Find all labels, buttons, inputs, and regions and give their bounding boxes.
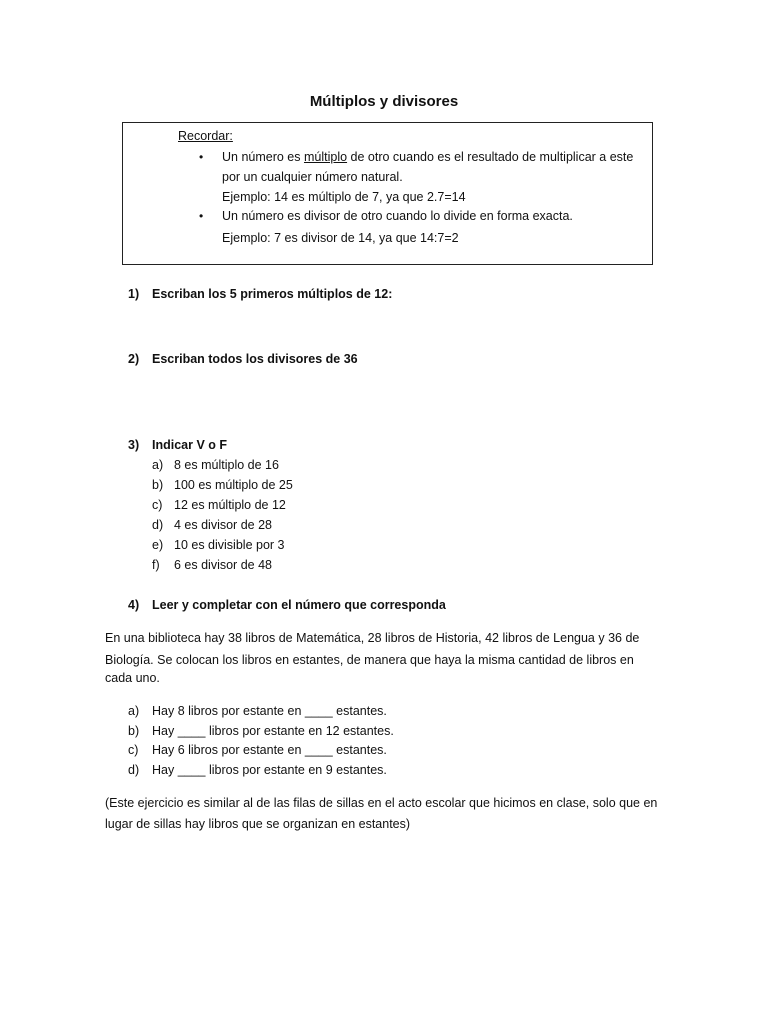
fill-item-text: Hay 8 libros por estante en ____ estantes. <box>152 704 387 718</box>
bullet-dot: • <box>199 209 204 223</box>
note-line-1: (Este ejercicio es similar al de las filas de sillas en el acto escolar que hicimos en clase, solo que en <box>105 796 658 810</box>
page-title: Múltiplos y divisores <box>309 93 459 110</box>
option-text: 4 es divisor de 28 <box>174 518 272 532</box>
option-letter: d) <box>152 518 164 532</box>
question-2-number: 2) <box>128 352 140 366</box>
fill-item-letter: b) <box>128 724 140 738</box>
problem-paragraph-line-3: cada uno. <box>105 671 160 685</box>
option-letter: b) <box>152 478 164 492</box>
option-letter: c) <box>152 498 163 512</box>
note-line-2: lugar de sillas hay libros que se organizan en estantes) <box>105 817 411 831</box>
option-letter: a) <box>152 458 164 472</box>
fill-item-text: Hay 6 libros por estante en ____ estantes. <box>152 743 387 757</box>
multiplo-underlined-term: múltiplo <box>303 150 348 164</box>
problem-paragraph-line-2: Biología. Se colocan los libros en estantes, de manera que haya la misma cantidad de libros en <box>105 653 634 667</box>
fill-item-letter: a) <box>128 704 140 718</box>
option-text: 8 es múltiplo de 16 <box>174 458 279 472</box>
bullet-dot: • <box>199 150 204 164</box>
question-1-number: 1) <box>128 287 140 301</box>
fill-item-letter: d) <box>128 763 140 777</box>
reminder-bullet-1-example: Ejemplo: 14 es múltiplo de 7, ya que 2.7=14 <box>222 190 466 204</box>
reminder-bullet-1-line-1 <box>222 147 633 167</box>
option-text: 6 es divisor de 48 <box>174 558 272 572</box>
question-4-text: Leer y completar con el número que corresponda <box>152 598 446 612</box>
question-2-text: Escriban todos los divisores de 36 <box>152 352 358 366</box>
bullet-1-text-before: Un número es <box>222 150 304 164</box>
fill-item-letter: c) <box>128 743 139 757</box>
bullet-1-text-after: de otro cuando es el resultado de multiplicar a este <box>347 150 634 164</box>
option-text: 10 es divisible por 3 <box>174 538 285 552</box>
option-text: 12 es múltiplo de 12 <box>174 498 286 512</box>
question-4-number: 4) <box>128 598 140 612</box>
problem-paragraph-line-1: En una biblioteca hay 38 libros de Matemática, 28 libros de Historia, 42 libros de Lengua y 36 de <box>105 631 640 645</box>
option-letter: f) <box>152 558 160 572</box>
reminder-heading: Recordar: <box>178 129 233 143</box>
question-3-text: Indicar V o F <box>152 438 228 452</box>
reminder-bullet-2-example: Ejemplo: 7 es divisor de 14, ya que 14:7=2 <box>222 231 459 245</box>
fill-item-text: Hay ____ libros por estante en 12 estantes. <box>152 724 394 738</box>
option-letter: e) <box>152 538 164 552</box>
reminder-bullet-1-line-2: por un cualquier número natural. <box>222 170 403 184</box>
fill-item-text: Hay ____ libros por estante en 9 estantes. <box>152 763 387 777</box>
option-text: 100 es múltiplo de 25 <box>174 478 293 492</box>
question-3-number: 3) <box>128 438 140 452</box>
question-1-text: Escriban los 5 primeros múltiplos de 12: <box>152 287 393 301</box>
reminder-bullet-2-line-1: Un número es divisor de otro cuando lo divide en forma exacta. <box>222 209 573 223</box>
